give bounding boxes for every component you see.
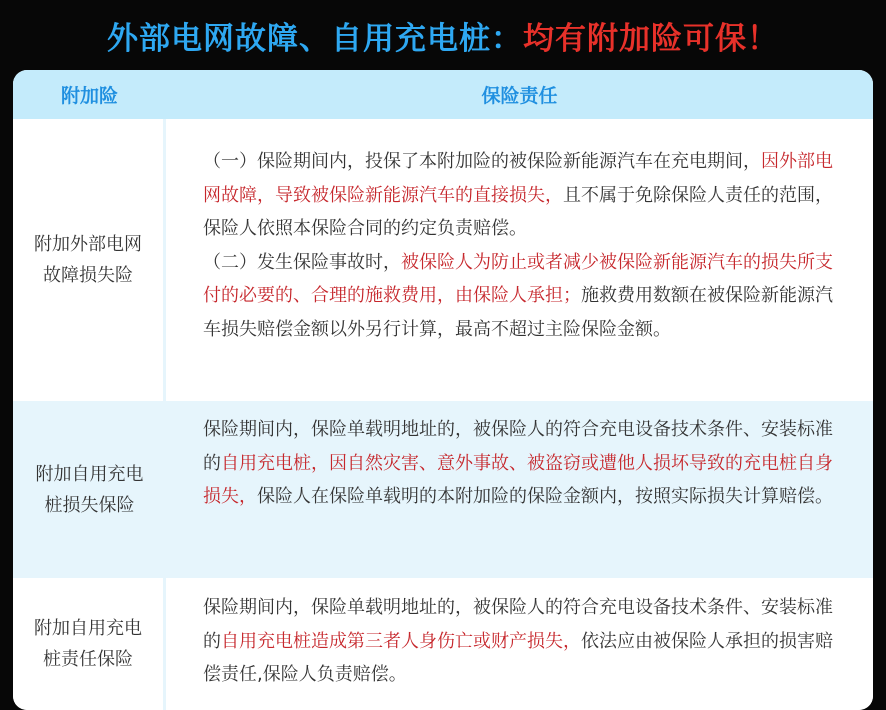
rider-name-line: 桩责任保险	[43, 649, 133, 670]
coverage-text-cell	[166, 578, 873, 710]
rider-name-line: 附加自用充电	[35, 463, 144, 485]
table-row	[13, 578, 873, 710]
insurance-table	[13, 70, 873, 710]
coverage-paragraph	[203, 145, 843, 246]
rider-name-line: 桩损失保险	[44, 494, 135, 516]
table-row	[13, 401, 873, 578]
coverage-text-cell	[166, 119, 873, 401]
coverage-highlight: 因外部电网故障，导致被保险新能源汽车的直接损失，	[203, 151, 833, 206]
title-part-blue: 外部电网故障、自用充电桩：	[107, 20, 523, 57]
coverage-text: 依法应由被保险人承担的损害赔偿责任,保险人负责赔偿。	[203, 630, 833, 685]
rider-name-cell	[13, 119, 166, 401]
coverage-highlight: 自用充电桩，因自然灾害、意外事故、被盗窃或遭他人损坏导致的充电桩自身损失，	[203, 452, 833, 507]
table-header	[13, 70, 873, 119]
rider-name	[25, 459, 155, 521]
title-part-red: 均有附加险可保！	[523, 20, 779, 57]
coverage-text: 保险期间内，保险单载明地址的，被保险人的符合充电设备技术条件、安装标准的	[203, 597, 833, 652]
coverage-paragraph	[203, 413, 843, 514]
coverage-text: （一）保险期间内，投保了本附加险的被保险新能源汽车在充电期间，	[203, 151, 761, 172]
coverage-text-cell	[166, 401, 873, 578]
rider-name-cell	[13, 401, 166, 578]
rider-name-line: 附加外部电网	[34, 234, 142, 255]
coverage-highlight: 自用充电桩造成第三者人身伤亡或财产损失，	[221, 630, 581, 652]
column-header-rider: 附加险	[60, 85, 118, 107]
coverage-paragraph	[203, 246, 843, 347]
page-title	[0, 0, 886, 70]
table-row	[13, 119, 873, 401]
coverage-paragraph	[203, 591, 843, 692]
coverage-text: 保险期间内，保险单载明地址的，被保险人的符合充电设备技术条件、安装标准的	[203, 419, 833, 474]
column-header-coverage: 保险责任	[481, 85, 558, 107]
rider-name	[23, 613, 153, 675]
rider-name-cell	[13, 578, 166, 710]
coverage-text: 且不属于免除保险人责任的范围，保险人依照本保险合同的约定负责赔偿。	[203, 184, 833, 239]
coverage-highlight: 被保险人为防止或者减少被保险新能源汽车的损失所支付的必要的、合理的施救费用，由保险人承担；	[203, 251, 833, 306]
rider-name	[23, 229, 153, 291]
coverage-text: 施救费用数额在被保险新能源汽车损失赔偿金额以外另行计算，最高不超过主险保险金额。	[203, 285, 833, 340]
coverage-text: （二）发生保险事故时，	[203, 251, 401, 273]
coverage-text: 保险人在保险单载明的本附加险的保险金额内，按照实际损失计算赔偿。	[257, 486, 833, 507]
rider-name-line: 附加自用充电	[34, 618, 142, 639]
rider-name-line: 故障损失险	[43, 265, 133, 286]
